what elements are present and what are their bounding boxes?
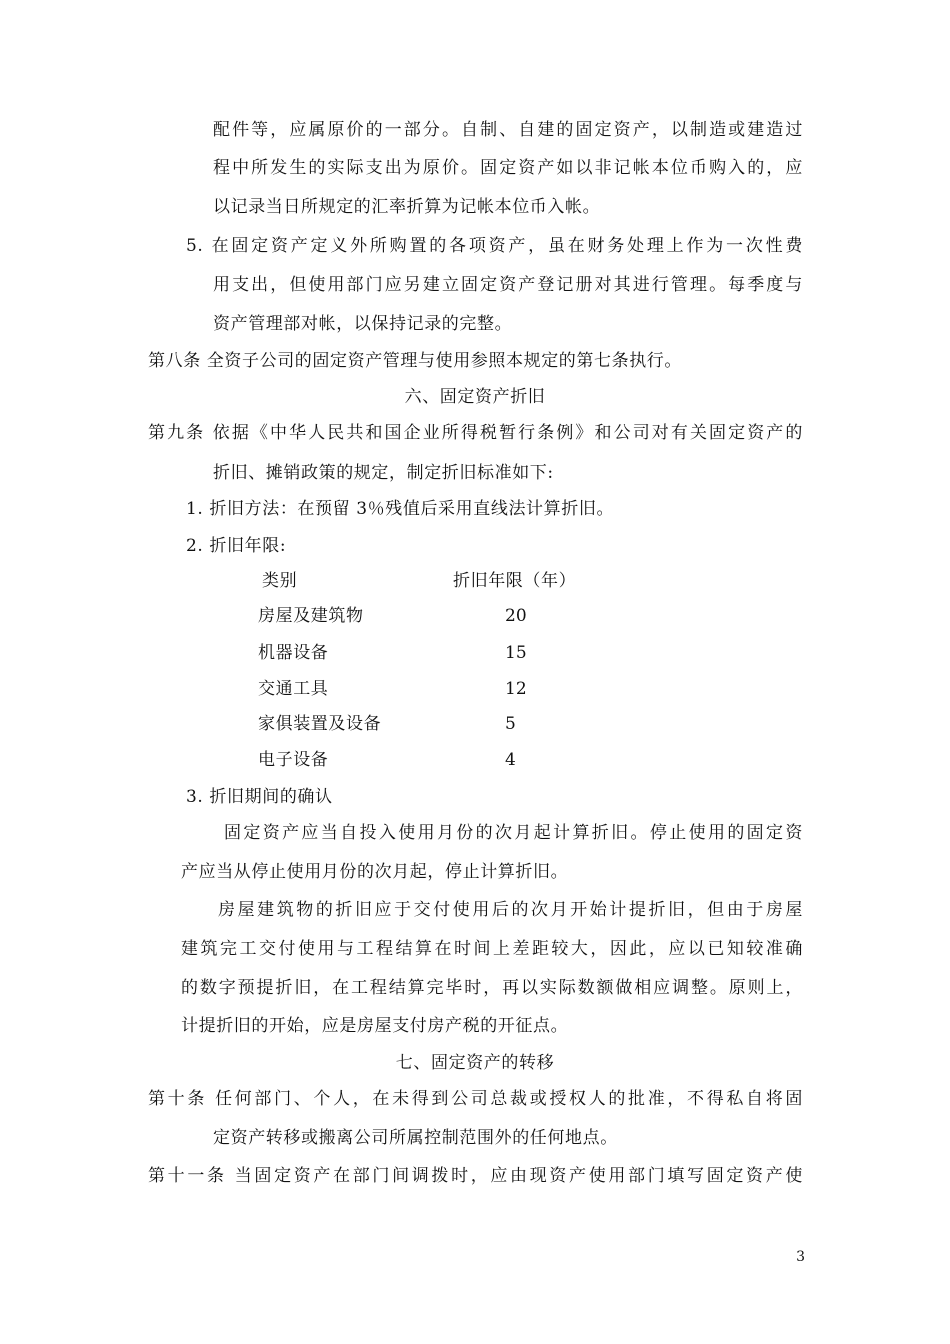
row-years: 15 [505,643,527,663]
paragraph-line: 产应当从停止使用月份的次月起，停止计算折旧。 [181,862,569,882]
list-item-3: 3. 折旧期间的确认 [186,787,333,807]
article-8: 第八条 全资子公司的固定资产管理与使用参照本规定的第七条执行。 [148,351,683,371]
list-item-5: 5. 在固定资产定义外所购置的各项资产，虽在财务处理上作为一次性费 [186,236,803,256]
row-category: 房屋及建筑物 [258,606,364,626]
header-years: 折旧年限（年） [453,571,577,591]
paragraph-line: 以记录当日所规定的汇率折算为记帐本位币入帐。 [213,197,601,217]
list-item-1: 1. 折旧方法：在预留 3％残值后采用直线法计算折旧。 [186,499,615,519]
paragraph-line: 程中所发生的实际支出为原价。固定资产如以非记帐本位币购入的，应 [213,158,803,178]
header-category: 类别 [262,571,298,591]
paragraph-line: 固定资产应当自投入使用月份的次月起计算折旧。停止使用的固定资 [224,823,803,843]
article-9: 第九条 依据《中华人民共和国企业所得税暂行条例》和公司对有关固定资产的 [148,423,803,443]
paragraph-line: 建筑完工交付使用与工程结算在时间上差距较大，因此，应以已知较准确 [181,939,803,959]
paragraph-line: 定资产转移或搬离公司所属控制范围外的任何地点。 [213,1128,618,1148]
paragraph-line: 用支出，但使用部门应另建立固定资产登记册对其进行管理。每季度与 [213,275,803,295]
paragraph-line: 配件等，应属原价的一部分。自制、自建的固定资产，以制造或建造过 [213,120,803,140]
row-years: 4 [505,750,516,770]
paragraph-line: 折旧、摊销政策的规定，制定折旧标准如下: [213,463,554,483]
page-number: 3 [796,1249,805,1265]
row-years: 5 [505,714,516,734]
row-category: 家俱装置及设备 [258,714,382,734]
list-item-2: 2. 折旧年限: [186,536,287,556]
paragraph-line: 的数字预提折旧，在工程结算完毕时，再以实际数额做相应调整。原则上， [181,978,803,998]
article-11: 第十一条 当固定资产在部门间调拨时，应由现资产使用部门填写固定资产使 [148,1166,803,1186]
row-years: 20 [505,606,527,626]
paragraph-line: 房屋建筑物的折旧应于交付使用后的次月开始计提折旧，但由于房屋 [218,900,803,920]
article-10: 第十条 任何部门、个人，在未得到公司总裁或授权人的批准，不得私自将固 [148,1089,803,1109]
paragraph-line: 计提折旧的开始，应是房屋支付房产税的开征点。 [181,1016,569,1036]
row-years: 12 [505,679,527,699]
section-heading-6: 六、固定资产折旧 [404,387,546,407]
paragraph-line: 资产管理部对帐，以保持记录的完整。 [213,314,513,334]
row-category: 机器设备 [258,643,329,663]
row-category: 交通工具 [258,679,329,699]
section-heading-7: 七、固定资产的转移 [395,1053,555,1073]
row-category: 电子设备 [258,750,329,770]
